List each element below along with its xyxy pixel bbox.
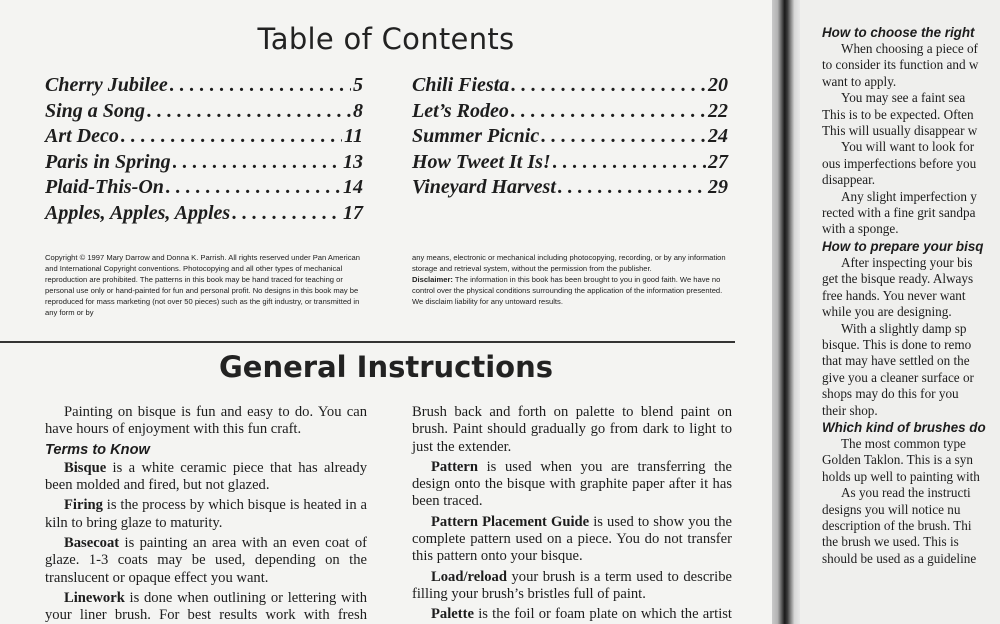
term-name: Pattern Placement Guide [431,513,590,530]
toc-column-right [412,74,728,202]
right-page-line: This is to be expected. Often [822,106,974,122]
copyright-notice: Copyright © 1997 Mary Darrow and Donna K. Parrish. All rights reserved under Pan American and International Copyright conventions. Photocopying and all other types of mechanical reproduction are prohibited. The patterns in this book may be hand traced for teaching or personal use only or hand-painted for fun and personal profit. No designs in this book may be reproduced for mass marketing (not over 50 pieces) such as the gift industry, or transmitted in any form or by [45,253,360,317]
term-text: is done when outlining or lettering with your liner brush. For best results work with fresh [45,589,367,624]
term-text: is used to show you the complete pattern used on a piece. You do not transfer this pattern onto your bisque. [412,513,732,565]
right-page-line: ous imperfections before you [822,155,977,171]
term-name: Load/reload [431,568,507,585]
term-definition [45,535,367,587]
term-definition [412,606,732,624]
toc-entry-page: 11 [344,125,363,148]
right-page-line: Any slight imperfection y [841,188,977,204]
toc-entry-title: Cherry Jubilee [45,74,168,96]
right-page-line: Golden Taklon. This is a syn [822,452,973,468]
right-page-line: rected with a fine grit sandpa [822,205,976,221]
toc-entry-page: 5 [353,74,363,96]
terms-list-left [45,460,367,624]
disclaimer [412,274,730,307]
toc-dot-leader [121,125,342,148]
toc-entry-title: Apples, Apples, Apples [45,201,231,224]
toc-entry [45,74,363,100]
terms-heading: Terms to Know [45,441,150,458]
right-page-line: shops may do this for you [822,386,959,402]
term-definition [412,514,732,566]
right-page-line: get the bisque ready. Always [822,271,974,287]
toc-entry-page: 17 [343,201,363,224]
toc-entry-title: Sing a Song [45,99,146,122]
right-page-heading: Which kind of brushes do [822,419,986,435]
book-gutter [772,0,800,624]
right-page-line: After inspecting your bis [841,254,973,270]
term-text: is painting an area with an even coat of glaze. 1-3 coats may be used, depending on the translucent or opaque effect you want. [45,535,367,586]
right-page-line: With a slightly damp sp [841,320,967,336]
toc-entry [45,125,363,151]
toc-entry [412,74,728,100]
right-page-line: that may have settled on the [822,353,970,369]
toc-entry-page: 20 [708,74,728,96]
toc-entry-title: Summer Picnic [412,125,540,148]
toc-entry [412,151,728,177]
terms-list-right [412,459,732,624]
toc-entry-title: Plaid-This-On [45,176,164,199]
term-definition [412,569,732,604]
instructions-column-right [412,404,732,624]
toc-dot-leader [553,151,706,174]
toc-entry [412,125,728,151]
toc-dot-leader [511,100,706,123]
toc-dot-leader [511,74,706,97]
toc-entry-page: 14 [343,176,363,199]
copyright-text: any means, electronic or mechanical including photocopying, recording, or by any information storage and retrieval system, without the permission from the publisher. [412,253,726,273]
right-page-line: free hands. You never want [822,287,966,303]
term-name: Firing [64,497,103,514]
right-page-line: designs you will notice nu [822,501,961,517]
term-definition [45,497,367,532]
term-text: is a white ceramic piece that has already been molded and fired, but not glazed. [45,459,367,494]
right-page-line: with a sponge. [822,221,899,237]
term-name: Palette [431,606,474,623]
term-definition [45,590,367,624]
term-text: is the process by which bisque is heated in a kiln to bring glaze to maturity. [45,497,367,531]
toc-entry-page: 8 [353,99,363,122]
toc-entry-page: 22 [708,99,728,122]
disclaimer-text: The information in this book has been brought to you in good faith. We have no control over the physical conditions surrounding the application of the information presented. We disclaim liability for any untoward results. [412,275,723,306]
right-page-line: should be used as a guideline [822,550,977,566]
term-name: Bisque [64,459,107,476]
toc-entry [45,100,363,126]
toc-entry-title: Vineyard Harvest [412,176,556,199]
right-page-line: give you a cleaner surface or [822,369,974,385]
term-text: your brush is a term used to describe filling your brush’s bristles full of paint. [412,568,732,602]
right-page-line: holds up well to painting with [822,468,980,484]
toc-dot-leader [166,176,341,199]
right-page-line: You may see a faint sea [841,90,966,106]
right-page [800,0,1000,624]
right-page-text [822,24,1000,567]
toc-dot-leader [170,74,351,97]
toc-entry [412,176,728,202]
right-page-line: their shop. [822,402,878,418]
toc-entry-title: Art Deco [45,125,119,148]
right-page-line: want to apply. [822,73,897,89]
term-definition [412,459,732,511]
term-name: Basecoat [64,535,120,552]
toc-column-left [45,74,363,228]
right-page-line: description of the brush. Thi [822,517,972,533]
toc-dot-leader [173,151,341,174]
toc-dot-leader [147,100,351,123]
right-page-line: bisque. This is done to remo [822,336,972,352]
toc-entry-page: 29 [708,176,728,199]
term-text: is the foil or foam plate on which the artist [478,606,732,623]
term-name: Linework [64,589,125,606]
right-page-line: disappear. [822,172,876,188]
toc-entry-page: 27 [708,150,728,173]
intro-paragraph: Painting on bisque is fun and easy to do. You can have hours of enjoyment with this fun craft. [45,404,367,438]
toc-entry-title: How Tweet It Is! [412,150,551,173]
blend-paragraph: Brush back and forth on palette to blend paint on brush. Paint should gradually go from dark to light to just the extender. [412,404,732,455]
term-text: is used when you are transferring the design onto the bisque with graphite paper after it has been traced. [412,458,732,510]
toc-dot-leader [541,125,706,148]
right-page-line: This will usually disappear w [822,123,978,139]
instructions-column-left [45,404,367,624]
toc-title: Table of Contents [257,22,515,56]
toc-entry-title: Let’s Rodeo [412,99,509,122]
term-name: Pattern [431,458,479,475]
toc-entry [45,202,363,228]
toc-entry [412,100,728,126]
right-page-line: As you read the instructi [841,485,971,501]
toc-entry-page: 13 [343,150,363,173]
right-page-line: When choosing a piece of [841,41,978,56]
section-divider [0,341,735,343]
copyright-notice-continued [412,252,730,307]
right-page-heading: How to choose the right [822,25,975,40]
toc-dot-leader [558,176,706,199]
right-page-line: You will want to look for [841,139,975,155]
toc-entry [45,176,363,202]
term-definition [45,460,367,495]
right-page-line: to consider its function and w [822,57,979,73]
toc-dot-leader [232,202,341,225]
right-page-line: while you are designing. [822,304,952,320]
toc-entry [45,151,363,177]
disclaimer-label: Disclaimer: [412,275,453,284]
toc-entry-title: Chili Fiesta [412,74,510,96]
right-page-line: the brush we used. This is [822,534,959,550]
right-page-heading: How to prepare your bisq [822,238,984,254]
toc-entry-page: 24 [708,125,728,148]
general-instructions-title: General Instructions [218,350,554,384]
right-page-line: The most common type [841,435,966,451]
toc-entry-title: Paris in Spring [45,150,171,173]
